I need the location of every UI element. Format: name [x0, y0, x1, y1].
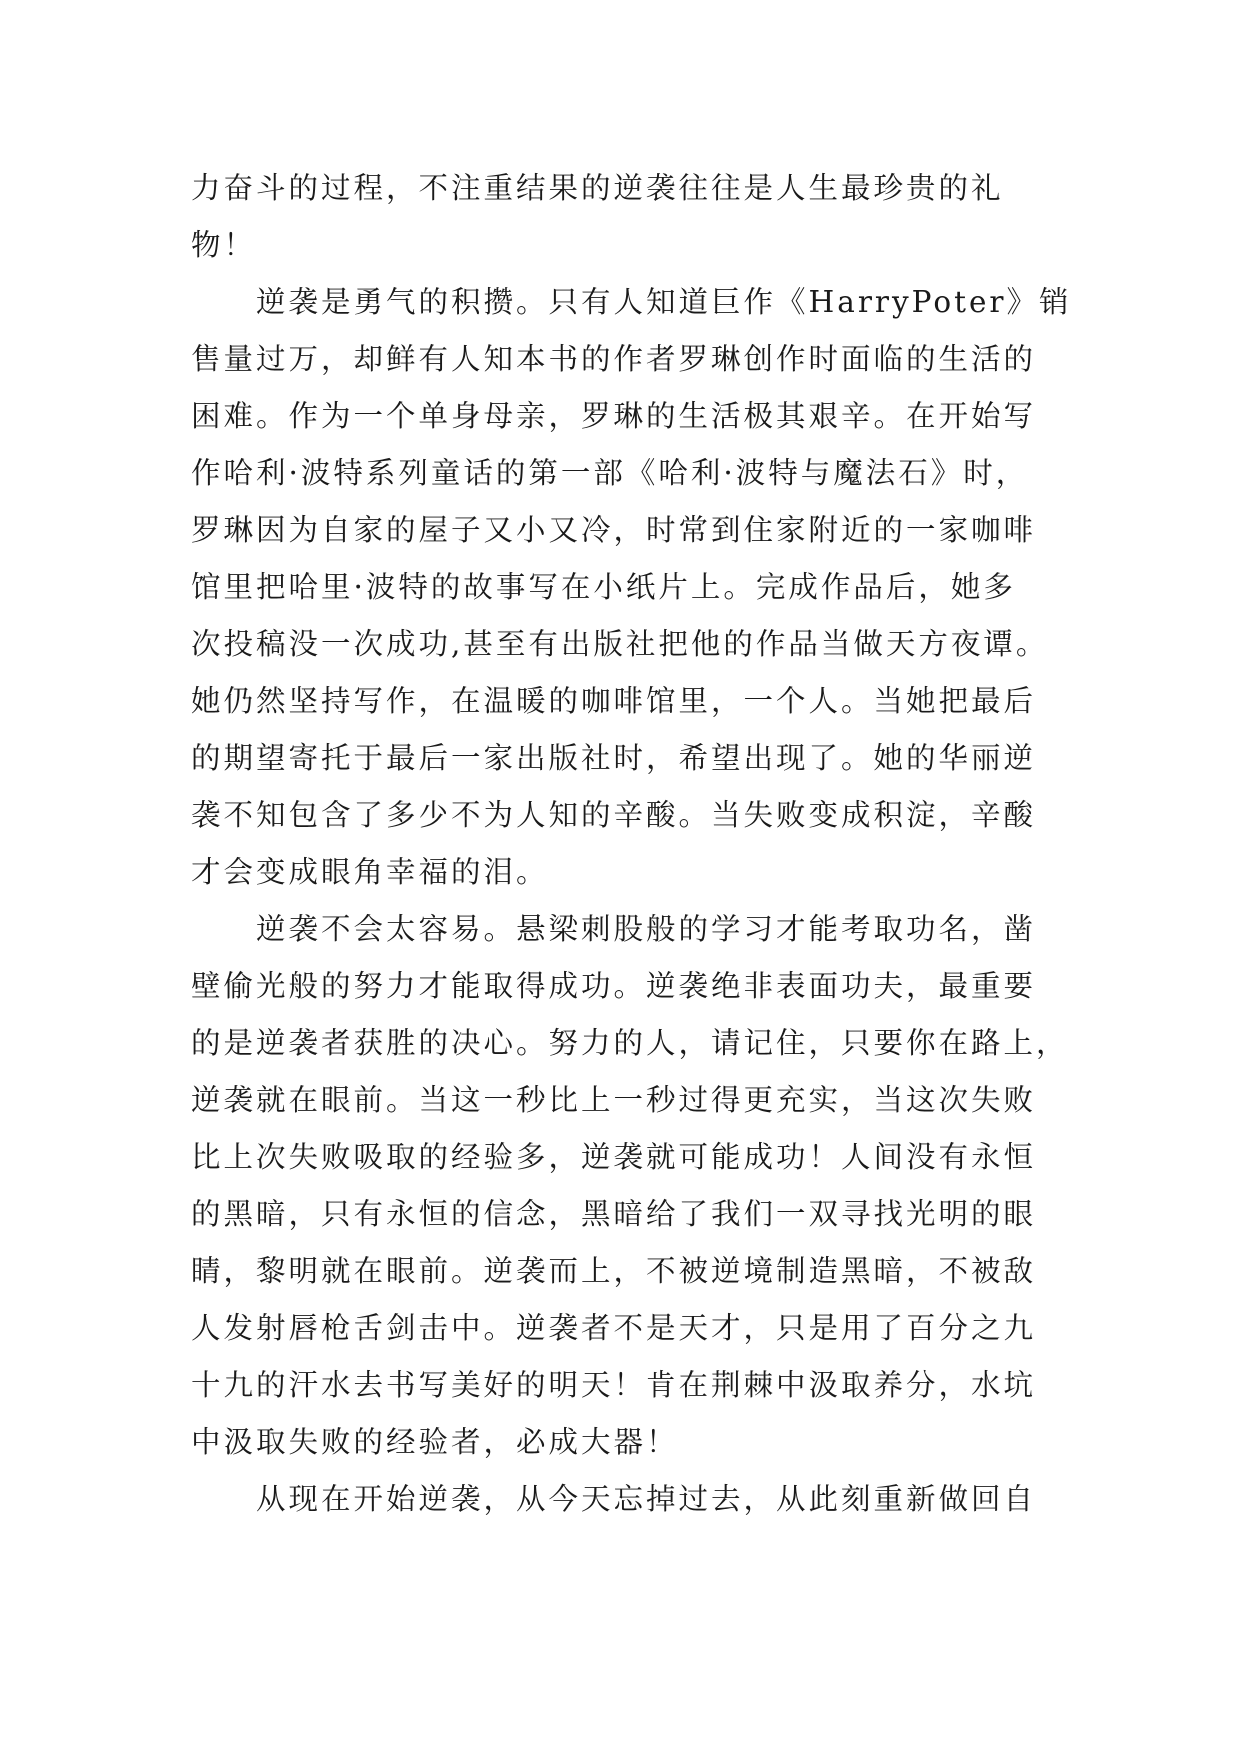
text-line: 比上次失败吸取的经验多，逆袭就可能成功！人间没有永恒	[191, 1140, 1037, 1174]
text-line: 罗琳因为自家的屋子又小又冷，时常到住家附近的一家咖啡	[191, 513, 1037, 547]
text-line: 困难。作为一个单身母亲，罗琳的生活极其艰辛。在开始写	[191, 399, 1037, 433]
paragraph-start-line: 逆袭不会太容易。悬梁刺股般的学习才能考取功名，凿	[256, 912, 1037, 946]
text-line: 中汲取失败的经验者，必成大器！	[191, 1425, 679, 1459]
text-line: 馆里把哈里·波特的故事写在小纸片上。完成作品后，她多	[191, 570, 1016, 604]
text-line: 她仍然坚持写作，在温暖的咖啡馆里，一个人。当她把最后	[191, 684, 1037, 718]
text-line: 力奋斗的过程，不注重结果的逆袭往往是人生最珍贵的礼	[191, 171, 1004, 205]
text-line: 次投稿没一次成功,甚至有出版社把他的作品当做天方夜谭。	[191, 627, 1049, 661]
body-text	[191, 160, 1072, 1528]
paragraph-start-line: 逆袭是勇气的积攒。只有人知道巨作《HarryPoter》销	[256, 285, 1072, 319]
text-line: 物！	[191, 228, 257, 262]
text-line: 壁偷光般的努力才能取得成功。逆袭绝非表面功夫，最重要	[191, 969, 1037, 1003]
text-line: 人发射唇枪舌剑击中。逆袭者不是天才，只是用了百分之九	[191, 1311, 1037, 1345]
text-line: 的期望寄托于最后一家出版社时，希望出现了。她的华丽逆	[191, 741, 1037, 775]
text-line: 售量过万，却鲜有人知本书的作者罗琳创作时面临的生活的	[191, 342, 1037, 376]
text-line: 睛，黎明就在眼前。逆袭而上，不被逆境制造黑暗，不被敌	[191, 1254, 1037, 1288]
text-line: 袭不知包含了多少不为人知的辛酸。当失败变成积淀，辛酸	[191, 798, 1037, 832]
text-line: 作哈利·波特系列童话的第一部《哈利·波特与魔法石》时，	[191, 456, 1029, 490]
paragraph-start-line: 从现在开始逆袭，从今天忘掉过去，从此刻重新做回自	[256, 1482, 1037, 1516]
text-line: 的黑暗，只有永恒的信念，黑暗给了我们一双寻找光明的眼	[191, 1197, 1037, 1231]
text-line: 的是逆袭者获胜的决心。努力的人，请记住，只要你在路上，	[191, 1026, 1069, 1060]
text-line: 逆袭就在眼前。当这一秒比上一秒过得更充实，当这次失败	[191, 1083, 1037, 1117]
text-line: 十九的汗水去书写美好的明天！肯在荆棘中汲取养分，水坑	[191, 1368, 1037, 1402]
text-line: 才会变成眼角幸福的泪。	[191, 855, 549, 889]
